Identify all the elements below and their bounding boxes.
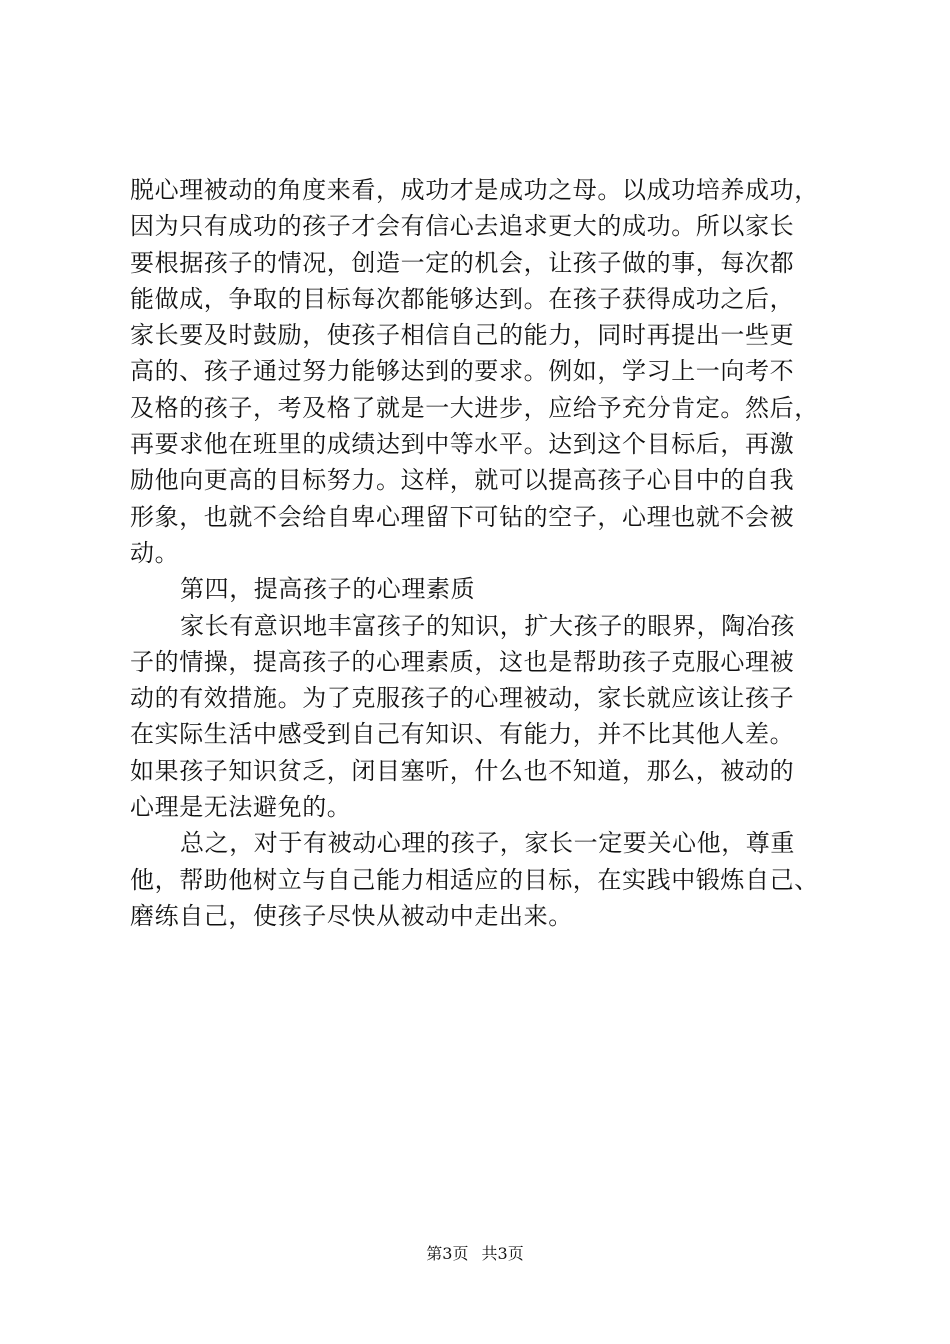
page-total: 共3页 xyxy=(481,1244,524,1263)
text-line-19: 总之，对于有被动心理的孩子，家长一定要关心他，尊重 xyxy=(180,829,795,858)
text-line-14: 子的情操，提高孩子的心理素质，这也是帮助孩子克服心理被 xyxy=(130,647,795,676)
text-line-21: 磨练自己，使孩子尽快从被动中走出来。 xyxy=(130,901,573,930)
text-line-1: 脱心理被动的角度来看，成功才是成功之母。以成功培养成功， xyxy=(130,176,819,204)
text-line-16: 在实际生活中感受到自己有知识、有能力，并不比其他人差。 xyxy=(130,720,795,749)
page-number: 第3页 xyxy=(426,1244,469,1263)
text-line-6: 高的、孩子通过努力能够达到的要求。例如，学习上一向考不 xyxy=(130,357,795,386)
text-line-18: 心理是无法避免的。 xyxy=(130,793,352,822)
text-line-2: 因为只有成功的孩子才会有信心去追求更大的成功。所以家长 xyxy=(130,212,795,241)
text-line-17: 如果孩子知识贫乏，闭目塞听，什么也不知道，那么，被动的 xyxy=(130,756,795,785)
document-body xyxy=(130,172,860,934)
page-footer xyxy=(0,1243,950,1265)
text-line-9: 励他向更高的目标努力。这样，就可以提高孩子心目中的自我 xyxy=(130,466,795,495)
section-heading: 第四，提高孩子的心理素质 xyxy=(180,575,476,604)
text-line-20: 他，帮助他树立与自己能力相适应的目标，在实践中锻炼自己、 xyxy=(130,865,819,894)
text-line-15: 动的有效措施。为了克服孩子的心理被动，家长就应该让孩子 xyxy=(130,684,795,713)
text-line-10: 形象，也就不会给自卑心理留下可钻的空子，心理也就不会被 xyxy=(130,502,795,531)
text-line-3: 要根据孩子的情况，创造一定的机会，让孩子做的事，每次都 xyxy=(130,248,795,277)
text-line-4: 能做成，争取的目标每次都能够达到。在孩子获得成功之后， xyxy=(130,284,795,313)
text-line-13: 家长有意识地丰富孩子的知识，扩大孩子的眼界，陶冶孩 xyxy=(180,611,795,640)
text-line-7: 及格的孩子，考及格了就是一大进步，应给予充分肯定。然后， xyxy=(130,393,819,422)
text-line-5: 家长要及时鼓励，使孩子相信自己的能力，同时再提出一些更 xyxy=(130,321,795,350)
text-line-8: 再要求他在班里的成绩达到中等水平。达到这个目标后，再激 xyxy=(130,430,795,459)
text-line-11: 动。 xyxy=(130,538,180,567)
